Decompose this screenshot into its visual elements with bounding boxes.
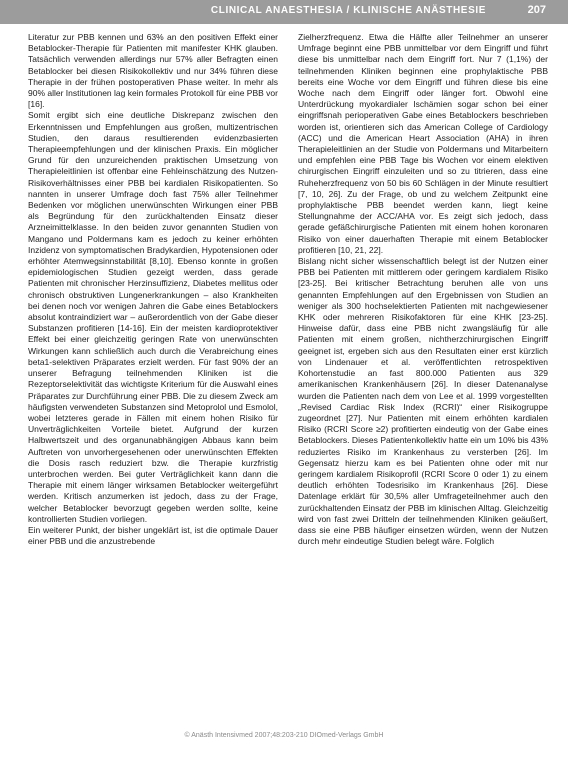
- paragraph: Ein weiterer Punkt, der bisher ungeklärt ist, ist die optimale Dauer einer PBB und die anzustrebende: [28, 524, 278, 547]
- paragraph: Zielherzfrequenz. Etwa die Hälfte aller Teilnehmer an unserer Umfrage beginnt eine PBB unmittelbar vor dem Eingriff und führt diese bis unmittelbar nach dem Eingriff fort. Nur 7 (1,1%) der teilnehmenden Kliniken beginnen eine prophylaktische PBB bereits eine Woche vor dem Eingriff und führen diese bis eine Woche nach dem Eingriff oder länger fort. Obwohl eine Unterdrückung myokardialer Ischämien sogar schon bei einer eingriffsnah perioperativen Gabe eines Betablockers beschrieben worden ist, orientieren sich das American College of Cardiology (ACC) und die American Heart Association (AHA) in ihren Therapieleitlinien an der Studie von Poldermans und Mitarbeitern und empfehlen eine PBB Tage bis Wochen vor einem elektiven chirurgischen Eingriff einzuleiten und so zu titrieren, dass eine Ruheherzfrequenz von 50 bis 60 Schlägen in der Minute resultiert [7, 10, 26]. Zu der Frage, ob und zu welchem Zeitpunkt eine prophylaktische PBB beendet werden kann, liegt keine Stellungnahme der ACC/AHA vor. Es zeigt sich jedoch, dass gerade gefäßchirurgische Patienten mit einem hohen koronaren Risiko von einer dauerhaften Therapie mit einem Betablocker profitieren [10, 21, 22].: [298, 32, 548, 255]
- paragraph: Somit ergibt sich eine deutliche Diskrepanz zwischen den Erkenntnissen und Empfehlungen aus großen, multizentrischen Studien, den daraus resultierenden evidenzbasierten Therapieempfehlungen und der klinischen Praxis. Ein möglicher Grund für den unzureichenden praktischen Umsetzung von Therapieleitlinien ist offenbar eine Fehleinschätzung des Nutzen-Risikoverhältnisses einer PBB bei kardialen Risikopatienten. So nannten in unserer Umfrage doch fast 75% aller Teilnehmer Bedenken vor möglichen unerwünschten Wirkungen einer PBB als Begründung für den zurückhaltenden Einsatz dieser Arzneimittelklasse. In den beiden zuvor genannten Studien von Mangano und Poldermans kam es jedoch zu keiner erhöhten Inzidenz von symptomatischen Bradykardien, Hypotensionen oder erhöhter Atemwegsinnstabilität [8,10]. Ebenso konnte in großen epidemiologischen Studien gezeigt werden, dass gerade Patienten mit chronischer Herzinsuffizienz, Diabetes mellitus oder chronisch obstruktiven Lungenerkrankungen – also Krankheiten bei denen noch vor wenigen Jahren die Gabe eines Betablockers absolut kontraindiziert war – außerordentlich von der Gabe dieser Substanzen profitieren [14-16]. Ein der meisten kardioprotektiver Effekt bei einer gleichzeitig geringen Rate von unerwünschten Wirkungen kann schließlich auch durch die Verabreichung eines beta1-selektiven Präparates erzielt werden. Für fast 90% der an unserer Befragung teilnehmenden Kliniken ist die Rezeptorselektivität das wichtigste Kriterium für die Auswahl eines Präparates zur Durchführung einer PBB. Die zu diesem Zweck am häufigsten verwendeten Substanzen sind Metoprolol und Esmolol, wobei letzteres gerade in Fällen mit einem hohen Risiko für Unverträglichkeiten Vorteile bietet. Aufgrund der kurzen Halbwertszeit und des organunabhängigen Abbaus kann beim Auftreten von unvorhergesehenen oder unerwünschten Effekten die Dosis rasch reduziert bzw. die Therapie kurzfristig unterbrochen werden. Bei guter Verträglichkeit kann dann die Therapie mit einem länger wirksamen Betablocker weitergeführt werden. Kritisch anzumerken ist jedoch, dass zu der Frage, welcher Betablocker bevorzugt gegeben werden sollte, keine kontrollierten Studien vorliegen.: [28, 110, 278, 524]
- left-column: [28, 32, 278, 722]
- journal-section-title: CLINICAL ANAESTHESIA / KLINISCHE ANÄSTHESIE: [210, 5, 486, 16]
- paragraph: Bislang nicht sicher wissenschaftlich belegt ist der Nutzen einer PBB bei Patienten mit mittlerem oder geringem kardialem Risiko [23-25]. Bei kritischer Betrachtung beruhen alle von uns genannten Empfehlungen auf den Ergebnissen von Studien an weniger als 300 hochselektierten Patienten mit nachgewiesener KHK oder mehreren Risikofaktoren für eine KHK [23-25]. Hinweise dafür, dass eine PBB nicht zwangsläufig für alle Patienten mit einem großen, nichtherzchirurgischen Eingriff geeignet ist, ergeben sich aus den Resultaten einer erst kürzlich von Lindenauer et al. veröffentlichten retrospektiven Kohortenstudie an fast 800.000 Patienten aus 329 amerikanischen Krankenhäusern [26]. In dieser Datenanalyse wurden die Patienten nach dem von Lee et al. 1999 vorgestellten „Revised Cardiac Risk Index (RCRI)“ einer Risikogruppe zugeordnet [27]. Nur Patienten mit einem erhöhten kardialen Risiko (RCRI Score ≥2) profitierten eindeutig von der Gabe eines Betablockers. Dieses Patientenkollektiv hatte ein um 10% bis 43% reduziertes Risiko im Krankenhaus zu versterben [26]. Im Gegensatz hierzu kam es bei Patienten ohne oder mit nur geringem kardialem Risikoprofil (RCRI Score 0 oder 1) zu einem deutlich erhöhten Todesrisiko im Krankenhaus [26]. Diese Datenlage erklärt für 30,5% aller Umfrageteilnehmer auch den zurückhaltenden Einsatz der PBB im klinischen Alltag. Gleichzeitig wird von fast zwei Dritteln der teilnehmenden Kliniken geäußert, dass sie eine PBB häufiger einsetzen würden, wenn der Nutzen durch mehr eindeutige Studien belegt wäre. Folglich: [298, 256, 548, 547]
- running-header: [0, 0, 568, 24]
- page-number: 207: [527, 4, 546, 16]
- right-column: [298, 32, 548, 722]
- copyright-footer: © Anästh Intensivmed 2007;48:203-210 DIOmed-Verlags GmbH: [184, 732, 384, 739]
- body-text: [28, 32, 548, 722]
- paragraph: Literatur zur PBB kennen und 63% an den positiven Effekt einer Betablocker-Therapie für Patienten mit manifester KHK glauben. Tatsächlich verwenden allerdings nur 57% aller Befragten einen Betablocker bei diesen Risikokollektiv und nur 34% führen diese Therapie in der frühen postoperativen Phase weiter. In mehr als 90% aller Institutionen lag kein formales Protokoll für eine PBB vor [16].: [28, 32, 278, 110]
